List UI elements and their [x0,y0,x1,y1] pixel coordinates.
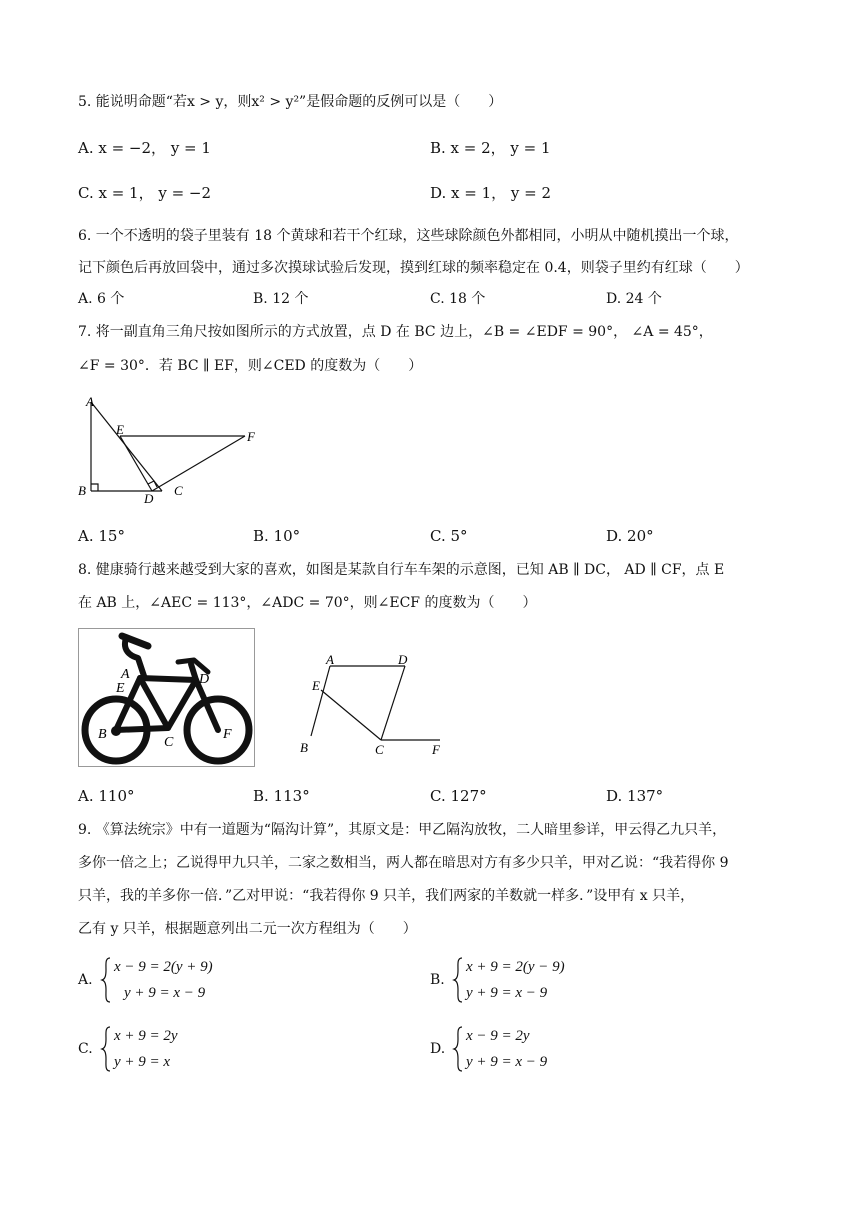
q8-segment-ec [321,690,381,740]
q7-label-a: A [86,394,94,409]
q8-label-b: B [300,740,308,755]
brace-icon [100,956,112,1004]
q5-option-d[interactable]: D. x = 1， y = 2 [430,184,552,202]
q9-option-a-equation-1: x − 9 = 2(y + 9) [114,959,213,975]
q9-option-b-equation-2: y + 9 = x − 9 [466,985,548,1001]
q5-stem: 5. 能说明命题“若x > y，则x² > y²”是假命题的反例可以是（ ） [78,94,503,110]
q9-option-d-equation-2: y + 9 = x − 9 [466,1054,548,1070]
q7-stem-line-1: 7. 将一副直角三角尺按如图所示的方式放置，点 D 在 BC 边上，∠B = ∠EDF = 90°， ∠A = 45°， [78,324,713,340]
q7-option-a[interactable]: A. 15° [78,527,125,545]
q9-option-b-system[interactable] [452,956,652,1004]
q7-segment-df [152,436,245,491]
bike-label-d: D [199,672,210,687]
q8-stem-line-1: 8. 健康骑行越来越受到大家的喜欢，如图是某款自行车车架的示意图，已知 AB ∥ DC， AD ∥ CF，点 E [78,562,725,578]
q7-option-b[interactable]: B. 10° [253,527,301,545]
q9-option-d-system[interactable] [452,1025,652,1073]
q7-stem-line-2: ∠F = 30°．若 BC ∥ EF，则∠CED 的度数为（ ） [78,358,423,374]
q7-right-angle-b [91,484,98,491]
q8-label-a: A [326,652,334,667]
q8-stem-line-2: 在 AB 上，∠AEC = 113°，∠ADC = 70°，则∠ECF 的度数为（ ） [78,595,537,611]
q9-option-c-equation-1: x + 9 = 2y [114,1028,178,1044]
q7-label-b: B [78,483,86,498]
q6-option-a[interactable]: A. 6 个 [78,291,125,307]
q9-stem-line-3: 只羊，我的羊多你一倍．”乙对甲说：“我若得你 9 只羊，我们两家的羊数就一样多．”设甲有 x 只羊， [78,888,695,904]
q9-option-a-system[interactable] [100,956,300,1004]
q9-option-b-label[interactable]: B. [430,972,445,988]
q9-stem-line-4: 乙有 y 只羊，根据题意列出二元一次方程组为（ ） [78,921,417,937]
q8-option-b[interactable]: B. 113° [253,787,310,805]
brace-icon [452,956,464,1004]
q7-label-e: E [116,422,124,437]
q9-stem-line-1: 9. 《算法统宗》中有一道题为“隔沟计算”，其原文是：甲乙隔沟放牧，二人暗里参详，甲云得乙九只羊， [78,822,727,838]
q6-stem-line-1: 6. 一个不透明的袋子里装有 18 个黄球和若干个红球，这些球除颜色外都相同，小明从中随机摸出一个球， [78,228,739,244]
q8-segment-dc [381,666,405,740]
q7-option-d[interactable]: D. 20° [606,527,654,545]
q5-option-b[interactable]: B. x = 2， y = 1 [430,139,551,157]
brace-icon [452,1025,464,1073]
q6-option-b[interactable]: B. 12 个 [253,291,309,307]
q9-option-d-label[interactable]: D. [430,1041,446,1057]
q9-option-b-equation-1: x + 9 = 2(y − 9) [466,959,565,975]
q9-option-a-equation-2: y + 9 = x − 9 [124,985,206,1001]
q9-option-c-equation-2: y + 9 = x [114,1054,171,1070]
bicycle-rear-hub [111,726,121,736]
q7-label-f: F [247,429,255,444]
q8-label-c: C [375,742,384,757]
bicycle-picture [78,628,258,768]
q7-label-c: C [174,483,183,498]
q8-label-d: D [398,652,408,667]
q8-option-a[interactable]: A. 110° [78,787,135,805]
q6-stem-line-2: 记下颜色后再放回袋中，通过多次摸球试验后发现，摸到红球的频率稳定在 0.4，则袋子里约有红球（ ） [78,260,749,276]
q9-option-a-label[interactable]: A. [78,972,93,988]
q8-frame-diagram [290,648,460,763]
q7-label-d: D [144,491,154,506]
q7-segment-ed [120,436,152,491]
q5-option-c[interactable]: C. x = 1， y = −2 [78,184,212,202]
q9-option-d-equation-1: x − 9 = 2y [466,1028,530,1044]
q8-option-d[interactable]: D. 137° [606,787,664,805]
bike-label-b: B [98,727,107,742]
bike-label-f: F [223,727,232,742]
q9-stem-line-2: 多你一倍之上；乙说得甲九只羊，二家之数相当，两人都在暗思对方有多少只羊，甲对乙说：“我若得你 9 [78,855,729,871]
q8-option-c[interactable]: C. 127° [430,787,487,805]
q9-option-c-label[interactable]: C. [78,1041,93,1057]
brace-icon [100,1025,112,1073]
q7-triangle-figure [70,388,270,508]
q7-option-c[interactable]: C. 5° [430,527,468,545]
q9-option-c-system[interactable] [100,1025,300,1073]
q6-option-d[interactable]: D. 24 个 [606,291,662,307]
q8-segment-ab [311,666,330,736]
q5-option-a[interactable]: A. x = −2， y = 1 [78,139,211,157]
bike-label-e: E [116,681,125,696]
q8-label-e: E [312,678,320,693]
q6-option-c[interactable]: C. 18 个 [430,291,486,307]
q8-label-f: F [432,742,440,757]
bike-label-a: A [121,667,130,682]
bike-label-c: C [164,735,174,750]
